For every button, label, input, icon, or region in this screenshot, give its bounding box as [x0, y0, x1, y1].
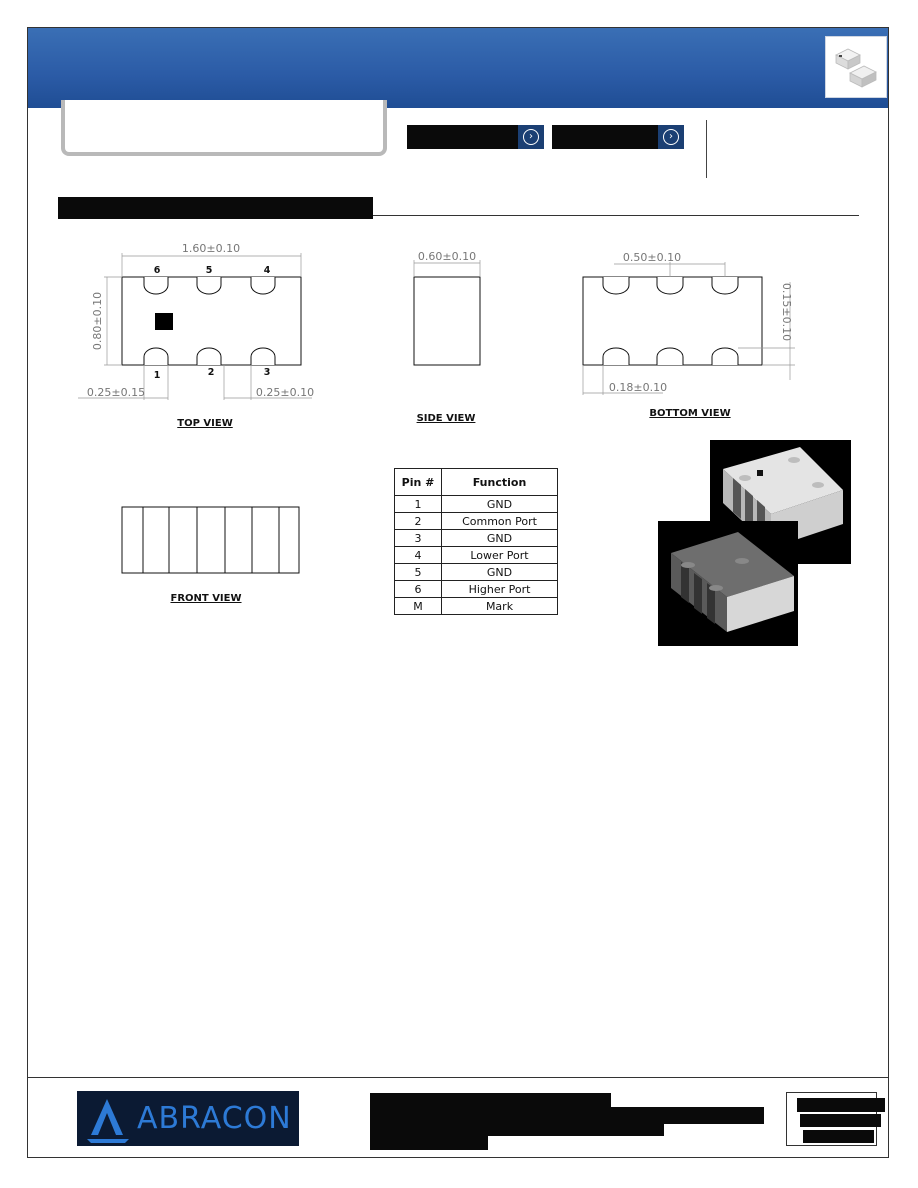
table-row	[395, 581, 558, 598]
pin-label: 5	[205, 265, 213, 276]
top-view-pad-right-dim: 0.25±0.10	[255, 386, 315, 399]
column-header-pin: Pin #	[395, 469, 442, 496]
function-cell: GND	[442, 530, 558, 547]
function-cell: GND	[442, 496, 558, 513]
pin-function-table	[394, 468, 558, 615]
pin-label: 3	[263, 367, 271, 378]
component-render-bottom	[658, 521, 798, 646]
pin-cell: 4	[395, 547, 442, 564]
abracon-logo-icon	[77, 1091, 299, 1146]
side-view-height-dim: 0.60±0.10	[417, 250, 477, 263]
pin-cell: 6	[395, 581, 442, 598]
footer-rule	[28, 1077, 888, 1078]
bottom-view-pad-height-dim: 0.15±0.10	[780, 282, 793, 342]
pin-cell: 3	[395, 530, 442, 547]
pin-cell: M	[395, 598, 442, 615]
bottom-view-title: BOTTOM VIEW	[649, 408, 731, 419]
pin-cell: 5	[395, 564, 442, 581]
footer-text-bar	[370, 1124, 664, 1136]
table-row	[395, 513, 558, 530]
front-view-drawing	[122, 507, 299, 604]
top-view-title: TOP VIEW	[177, 418, 233, 429]
chevron-right-icon: ›	[658, 125, 684, 149]
function-cell: Higher Port	[442, 581, 558, 598]
function-cell: Common Port	[442, 513, 558, 530]
revision-bar	[800, 1114, 881, 1127]
table-row	[395, 564, 558, 581]
footer-text-bar	[370, 1136, 488, 1150]
top-view-drawing	[78, 242, 314, 429]
table-header-row	[395, 469, 558, 496]
chevron-right-icon: ›	[518, 125, 544, 149]
function-cell: Mark	[442, 598, 558, 615]
revision-bar	[803, 1130, 874, 1143]
pin-label: 1	[153, 370, 161, 381]
pin-label: 6	[153, 265, 161, 276]
bottom-view-drawing	[583, 251, 795, 419]
front-view-title: FRONT VIEW	[170, 593, 242, 604]
pin-label: 2	[207, 367, 215, 378]
bottom-view-pad-width-dim: 0.18±0.10	[608, 381, 668, 394]
table-row	[395, 530, 558, 547]
table-row	[395, 547, 558, 564]
function-cell: GND	[442, 564, 558, 581]
column-header-function: Function	[442, 469, 558, 496]
function-cell: Lower Port	[442, 547, 558, 564]
top-view-pad-left-dim: 0.25±0.15	[86, 386, 146, 399]
pin-label: 4	[263, 265, 271, 276]
top-view-length-dim: 1.60±0.10	[181, 242, 241, 255]
footer-text-bar	[370, 1107, 764, 1124]
side-view-drawing	[414, 250, 480, 424]
top-view-width-dim: 0.80±0.10	[91, 291, 104, 351]
table-row	[395, 496, 558, 513]
side-view-title: SIDE VIEW	[416, 413, 476, 424]
revision-bar	[797, 1098, 885, 1112]
footer-text-bar	[370, 1093, 611, 1107]
pin-cell: 2	[395, 513, 442, 530]
pin-cell: 1	[395, 496, 442, 513]
bottom-view-pitch-dim: 0.50±0.10	[622, 251, 682, 264]
table-row	[395, 598, 558, 615]
logo-text: ABRACON	[137, 1101, 292, 1136]
